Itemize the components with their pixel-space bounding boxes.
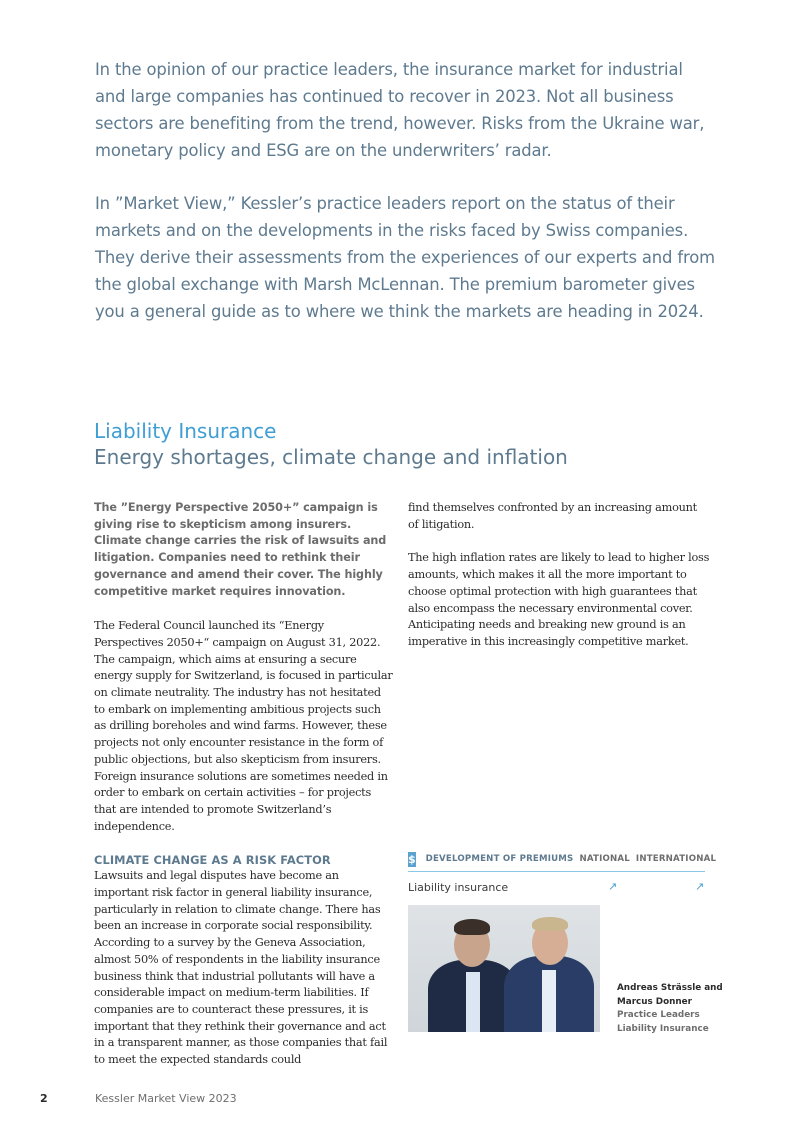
column-national: NATIONAL [579,854,630,864]
photo-caption [617,982,727,1036]
intro-paragraph-2: In ”Market View,” Kessler’s practice leaders report on the status of their markets and on the developments in the risks faced by Swiss companies. They derive their assessments from the experiences of our experts and from the global exchange with Marsh McLennan. The premium barometer gives you a general guide as to where we think the markets are heading in 2024. [95,194,715,321]
article-left-column [94,500,394,1086]
article-lead: The ”Energy Perspective 2050+” campaign is giving rise to skepticism among insurers. Climate change carries the risk of lawsuits and litigation. Companies need to rethink their governance and amend their cover. The highly competitive market requires innovation. [94,501,387,598]
article-right-column [408,500,710,668]
section-heading [94,418,714,470]
premium-row-label: Liability insurance [408,881,509,894]
dollar-icon: $ [408,852,416,866]
premium-barometer [408,850,717,900]
premium-row-liability [408,872,705,900]
premium-barometer-header [408,850,717,872]
practice-leaders-photo [408,905,600,1032]
intro-text [95,56,715,351]
article-subheading: CLIMATE CHANGE AS A RISK FACTOR [94,853,331,868]
section-kicker: Liability Insurance [94,419,277,443]
article-paragraph-1: The Federal Council launched its “Energy Perspectives 2050+“ campaign on August 31, 2022. The campaign, which aims at ensuring a secure energy supply for Switzerland, is focused in particular on climate neutrality. The industry has not hesitated to embark on implementing ambitious projects such as drilling boreholes and wind farms. However, these projects not only encounter resistance in the form of public objections, but also skepticism from insurers. Foreign insurance solutions are sometimes needed in order to embark on certain activities – for projects that are intended to promote Switzerland’s independence. [94,619,393,833]
publication-title: Kessler Market View 2023 [95,1092,237,1105]
premium-heading: DEVELOPMENT OF PREMIUMS [425,854,574,864]
person-right [504,905,594,1032]
page-number: 2 [40,1092,48,1105]
arrow-up-right-icon: ↗ [695,880,705,893]
article-paragraph-4: The high inflation rates are likely to lead to higher loss amounts, which makes it all the more important to choose optimal protection with high guarantees that also encompass the necessary environmental cover. Anticipating needs and breaking new ground is an imperative in this increasingly competitive market. [408,551,710,648]
arrow-up-right-icon: ↗ [608,880,618,893]
intro-paragraph-1: In the opinion of our practice leaders, the insurance market for industrial and large companies has continued to recover in 2023. Not all business sectors are benefiting from the trend, however. Risks from the Ukraine war, monetary policy and ESG are on the underwriters’ radar. [95,60,705,160]
section-title: Energy shortages, climate change and inflation [94,445,568,469]
article-paragraph-2: Lawsuits and legal disputes have become an important risk factor in general liability insurance, particularly in relation to climate change. There has been an increase in corporate social responsibility. According to a survey by the Geneva Association, almost 50% of respondents in the liability insurance business think that industrial pollutants will have a considerable impact on medium-term liabilities. If companies are to counteract these pressures, it is important that they rethink their governance and act in a transparent manner, as those companies that fail to meet the expected standards could [94,869,388,1067]
caption-role: Practice Leaders Liability Insurance [617,1010,709,1034]
article-paragraph-3: find themselves confronted by an increasing amount of litigation. [408,501,697,531]
caption-names: Andreas Strässle and Marcus Donner [617,983,723,1007]
column-international: INTERNATIONAL [635,854,717,864]
